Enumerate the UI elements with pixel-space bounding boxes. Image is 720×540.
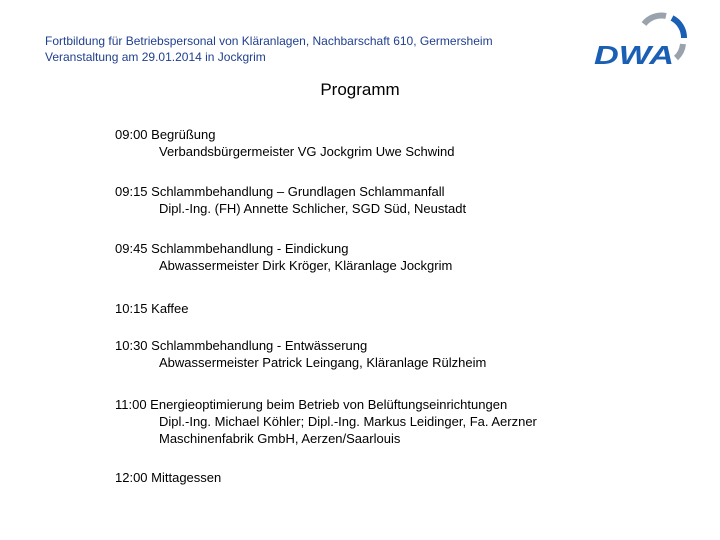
program-item-heading: 10:30 Schlammbehandlung - Entwässerung xyxy=(115,338,368,353)
logo-text: DWA xyxy=(594,40,674,70)
program-item-speaker: Verbandsbürgermeister VG Jockgrim Uwe Schwind xyxy=(159,144,455,159)
program-item-speaker: Abwassermeister Patrick Leingang, Kläranlage Rülzheim xyxy=(159,355,487,370)
logo-arc-gray-bottom xyxy=(676,44,683,58)
program-item xyxy=(115,469,705,486)
program-item-speaker: Dipl.-Ing. (FH) Annette Schlicher, SGD Süd, Neustadt xyxy=(159,201,467,216)
document-header xyxy=(45,33,493,65)
program-item xyxy=(115,337,705,371)
program-item-heading: 09:45 Schlammbehandlung - Eindickung xyxy=(115,241,349,256)
program-item xyxy=(115,396,705,447)
program-item-heading: 10:15 Kaffee xyxy=(115,301,189,316)
page-title-text: Programm xyxy=(320,80,400,99)
program-item-speaker: Dipl.-Ing. Michael Köhler; Dipl.-Ing. Markus Leidinger, Fa. Aerzner Maschinenfabrik GmbH, Aerzen/Saarlouis xyxy=(159,414,537,446)
logo-arc-gray-top xyxy=(644,16,666,24)
program-item-heading: 11:00 Energieoptimierung beim Betrieb von Belüftungseinrichtungen xyxy=(115,397,508,412)
program-item xyxy=(115,126,705,160)
program-item-speaker: Abwassermeister Dirk Kröger, Kläranlage Jockgrim xyxy=(159,258,453,273)
page-title xyxy=(0,80,720,100)
header-line-2: Veranstaltung am 29.01.2014 in Jockgrim xyxy=(45,50,266,64)
program-item-heading: 09:15 Schlammbehandlung – Grundlagen Schlammanfall xyxy=(115,184,445,199)
logo-arc-blue-right xyxy=(672,18,684,38)
program-item-heading: 09:00 Begrüßung xyxy=(115,127,216,142)
dwa-logo xyxy=(592,12,688,70)
program-item xyxy=(115,183,705,217)
header-line-1: Fortbildung für Betriebspersonal von Kläranlagen, Nachbarschaft 610, Germersheim xyxy=(45,34,493,48)
program-item xyxy=(115,240,705,274)
program-item xyxy=(115,300,705,317)
program-item-heading: 12:00 Mittagessen xyxy=(115,470,222,485)
